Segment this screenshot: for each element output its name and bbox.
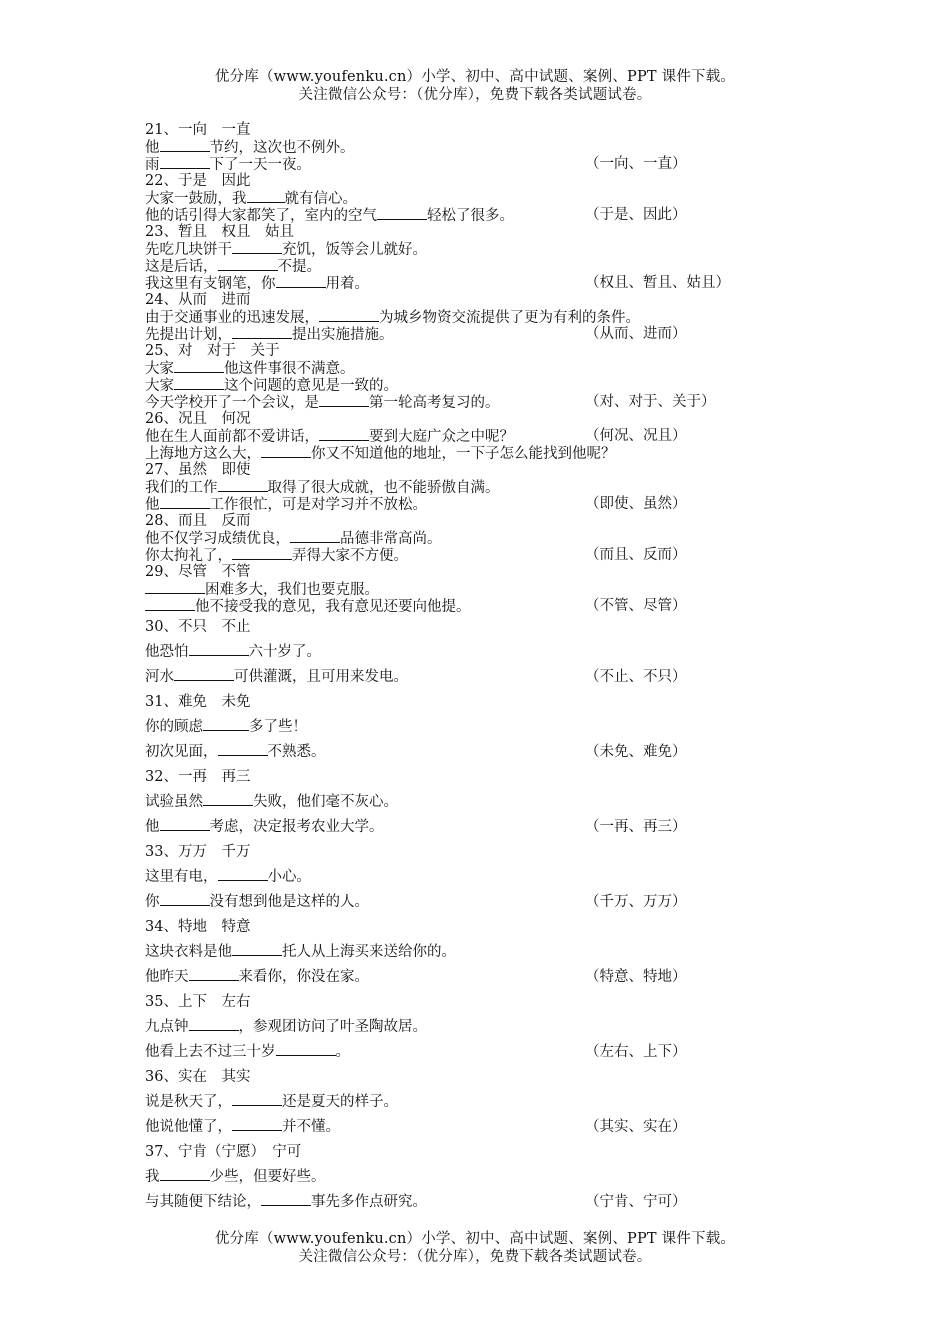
sentence-before: 他: [145, 819, 160, 835]
sentence-after: 并不懂。: [282, 1119, 340, 1135]
sentence-after: 轻松了很多。: [427, 208, 514, 224]
fill-blank[interactable]: [160, 139, 210, 152]
sentence-after: 还是夏天的样子。: [282, 1094, 398, 1110]
sentence-after: 考虑，决定报考农业大学。: [209, 819, 384, 835]
fill-blank[interactable]: [377, 207, 427, 220]
sentence-before: 他说他懂了，: [145, 1119, 232, 1135]
sentence-before: 他看上去不过三十岁: [145, 1044, 276, 1060]
sentence-before: 与其随便下结论，: [145, 1194, 261, 1210]
fill-blank[interactable]: [218, 258, 278, 271]
fill-blank[interactable]: [189, 968, 239, 981]
fill-blank[interactable]: [319, 309, 379, 322]
sentence-before: 试验虽然: [145, 794, 203, 810]
sentence-line: [145, 740, 765, 765]
answer-key: （权且、暂且、姑且）: [585, 275, 730, 291]
sentence-after: 要到大庭广众之中呢？: [369, 429, 514, 445]
sentence-line: [145, 360, 765, 377]
sentence-line: [145, 640, 765, 665]
sentence-after: 困难多大，我们也要克服。: [205, 582, 379, 598]
sentence-before: 你的顾虑: [145, 719, 203, 735]
fill-blank[interactable]: [174, 377, 224, 390]
fill-blank[interactable]: [218, 868, 268, 881]
fill-blank[interactable]: [319, 428, 369, 441]
question-title: 23、暂且 权且 姑且: [145, 224, 294, 240]
sentence-before: 我: [145, 1169, 160, 1185]
sentence-after: 用着。: [325, 276, 369, 292]
sentence-before: 这块衣料是他: [145, 944, 232, 960]
question-title: 21、一向 一直: [145, 122, 251, 138]
sentence-after: 小心。: [267, 869, 311, 885]
fill-blank[interactable]: [232, 547, 292, 560]
fill-blank[interactable]: [276, 1043, 336, 1056]
fill-blank[interactable]: [160, 156, 210, 169]
sentence-line: [145, 1015, 765, 1040]
fill-blank[interactable]: [232, 241, 282, 254]
question-title: 27、虽然 即使: [145, 462, 251, 478]
fill-blank[interactable]: [247, 190, 285, 203]
footer-line-1: 优分库（www.youfenku.cn）小学、初中、高中试题、案例、PPT 课件下载。: [214, 1231, 736, 1247]
sentence-line: [145, 598, 765, 615]
sentence-line: [145, 790, 765, 815]
sentence-after: 来看你，你没在家。: [238, 969, 369, 985]
sentence-after: 。: [335, 1044, 350, 1060]
fill-blank[interactable]: [203, 793, 253, 806]
fill-blank[interactable]: [189, 643, 249, 656]
sentence-before: 上海地方这么大，: [145, 446, 261, 462]
sentence-before: 由于交通事业的迅速发展，: [145, 310, 319, 326]
fill-blank[interactable]: [218, 743, 268, 756]
fill-blank[interactable]: [218, 479, 268, 492]
sentence-after: 他这件事很不满意。: [224, 361, 355, 377]
sentence-after: 失败，他们毫不灰心。: [253, 794, 398, 810]
answer-key: （未免、难免）: [585, 744, 687, 760]
sentence-line: [145, 428, 765, 445]
sentence-line: [145, 326, 765, 343]
sentence-after: 事先多作点研究。: [311, 1194, 427, 1210]
sentence-before: 我们的工作: [145, 480, 218, 496]
sentence-before: 雨: [145, 157, 160, 173]
sentence-line: [145, 1165, 765, 1190]
sentence-after: 弄得大家不方便。: [292, 548, 408, 564]
sentence-line: [145, 581, 765, 598]
sentence-line: [145, 479, 765, 496]
sentence-after: 六十岁了。: [248, 644, 321, 660]
sentence-line: [145, 1040, 765, 1065]
sentence-line: [145, 309, 765, 326]
question-title: 31、难免 未免: [145, 694, 251, 710]
sentence-after: 充饥，饭等会儿就好。: [282, 242, 427, 258]
fill-blank[interactable]: [189, 1018, 239, 1031]
sentence-after: 取得了很大成就，也不能骄傲自满。: [267, 480, 500, 496]
sentence-line: [145, 190, 765, 207]
sentence-before: 他不仅学习成绩优良，: [145, 531, 290, 547]
sentence-before: 他: [145, 140, 160, 156]
sentence-before: 这是后话，: [145, 259, 218, 275]
fill-blank[interactable]: [203, 718, 249, 731]
fill-blank[interactable]: [160, 1168, 210, 1181]
question-title: 32、一再 再三: [145, 769, 251, 785]
sentence-before: 河水: [145, 669, 174, 685]
sentence-before: 先吃几块饼干: [145, 242, 232, 258]
sentence-line: [145, 547, 765, 564]
sentence-after: 他不接受我的意见，我有意见还要向他提。: [195, 599, 471, 615]
sentence-before: 大家: [145, 378, 174, 394]
sentence-line: [145, 139, 765, 156]
header-line-1: 优分库（www.youfenku.cn）小学、初中、高中试题、案例、PPT 课件下载。: [214, 69, 736, 85]
question-title: 36、实在 其实: [145, 1069, 251, 1085]
sentence-line: [145, 815, 765, 840]
sentence-line: [145, 890, 765, 915]
sentence-after: 下了一天一夜。: [209, 157, 311, 173]
sentence-after: 提出实施措施。: [292, 327, 394, 343]
sentence-before: 他昨天: [145, 969, 189, 985]
sentence-line: [145, 715, 765, 740]
sentence-before: 他恐怕: [145, 644, 189, 660]
fill-blank[interactable]: [232, 1093, 282, 1106]
sentence-after: 品德非常高尚。: [340, 531, 442, 547]
sentence-line: [145, 258, 765, 275]
question-title: 24、从而 进而: [145, 292, 251, 308]
fill-blank[interactable]: [160, 818, 210, 831]
sentence-before: 先提出计划，: [145, 327, 232, 343]
fill-blank[interactable]: [160, 496, 210, 509]
sentence-line: [145, 1115, 765, 1140]
question-title: 26、况且 何况: [145, 411, 251, 427]
answer-key: （即使、虽然）: [585, 496, 687, 512]
answer-key: （一向、一直）: [585, 156, 687, 172]
sentence-before: 我这里有支钢笔，你: [145, 276, 276, 292]
sentence-after: 为城乡物资交流提供了更为有利的条件。: [379, 310, 640, 326]
answer-key: （其实、实在）: [585, 1119, 687, 1135]
sentence-line: [145, 207, 765, 224]
answer-key: （于是、因此）: [585, 207, 687, 223]
sentence-line: [145, 156, 765, 173]
question-title: 25、对 对于 关于: [145, 343, 280, 359]
sentence-line: [145, 241, 765, 258]
fill-blank[interactable]: [319, 394, 369, 407]
sentence-before: 这里有电，: [145, 869, 218, 885]
sentence-before: 你太拘礼了，: [145, 548, 232, 564]
sentence-after: 第一轮高考复习的。: [369, 395, 500, 411]
sentence-line: [145, 665, 765, 690]
sentence-line: [145, 530, 765, 547]
fill-blank[interactable]: [276, 275, 326, 288]
sentence-after: 工作很忙，可是对学习并不放松。: [209, 497, 427, 513]
question-title: 37、宁肯（宁愿） 宁可: [145, 1144, 302, 1160]
answer-key: （不止、不只）: [585, 669, 687, 685]
answer-key: （不管、尽管）: [585, 598, 687, 614]
sentence-before: 你: [145, 894, 160, 910]
answer-key: （而且、反而）: [585, 547, 687, 563]
header-line-2: 关注微信公众号：（优分库），免费下载各类试题试卷。: [298, 87, 652, 103]
sentence-line: [145, 965, 765, 990]
question-title: 22、于是 因此: [145, 173, 251, 189]
question-title: 29、尽管 不管: [145, 564, 251, 580]
question-title: 28、而且 反而: [145, 513, 251, 529]
fill-blank[interactable]: [232, 1118, 282, 1131]
question-title: 33、万万 千万: [145, 844, 251, 860]
answer-key: （千万、万万）: [585, 894, 687, 910]
question-title: 30、不只 不止: [145, 619, 251, 635]
fill-blank[interactable]: [261, 1193, 311, 1206]
fill-blank[interactable]: [160, 893, 210, 906]
sentence-after: 不熟悉。: [267, 744, 326, 760]
sentence-before: 大家: [145, 361, 174, 377]
fill-blank[interactable]: [232, 943, 282, 956]
fill-blank[interactable]: [174, 360, 224, 373]
sentence-before: 今天学校开了一个会议，是: [145, 395, 319, 411]
sentence-line: [145, 394, 765, 411]
question-title: 35、上下 左右: [145, 994, 251, 1010]
fill-blank[interactable]: [145, 581, 205, 594]
sentence-after: 你又不知道他的地址，一下子怎么能找到他呢？: [311, 446, 616, 462]
sentence-after: ，参观团访问了叶圣陶故居。: [238, 1019, 427, 1035]
answer-key: （宁肯、宁可）: [585, 1194, 687, 1210]
sentence-after: 少些，但要好些。: [209, 1169, 326, 1185]
fill-blank[interactable]: [174, 668, 234, 681]
sentence-after: 不提。: [277, 259, 321, 275]
sentence-line: [145, 275, 765, 292]
sentence-after: 这个问题的意见是一致的。: [224, 378, 398, 394]
fill-blank[interactable]: [232, 326, 292, 339]
fill-blank[interactable]: [261, 445, 311, 458]
answer-key: （特意、特地）: [585, 969, 687, 985]
sentence-line: [145, 496, 765, 513]
sentence-line: [145, 1190, 765, 1215]
sentence-before: 他: [145, 497, 160, 513]
question-title: 34、特地 特意: [145, 919, 251, 935]
sentence-line: [145, 865, 765, 890]
sentence-line: [145, 1090, 765, 1115]
sentence-before: 说是秋天了，: [145, 1094, 232, 1110]
sentence-after: 托人从上海买来送给你的。: [282, 944, 456, 960]
sentence-after: 多了些！: [249, 719, 307, 735]
sentence-before: 他在生人面前都不爱讲话，: [145, 429, 319, 445]
page-footer: [0, 1230, 950, 1266]
answer-key: （一再、再三）: [585, 819, 687, 835]
exercise-list: [145, 122, 765, 1215]
answer-key: （对、对于、关于）: [585, 394, 716, 410]
sentence-after: 可供灌溉，且可用来发电。: [234, 669, 408, 685]
sentence-before: 九点钟: [145, 1019, 189, 1035]
sentence-line: [145, 940, 765, 965]
sentence-after: 没有想到他是这样的人。: [209, 894, 369, 910]
fill-blank[interactable]: [290, 530, 340, 543]
sentence-before: 初次见面，: [145, 744, 218, 760]
sentence-after: 就有信心。: [284, 191, 357, 207]
footer-line-2: 关注微信公众号：（优分库），免费下载各类试题试卷。: [298, 1249, 652, 1265]
answer-key: （从而、进而）: [585, 326, 687, 342]
sentence-line: [145, 377, 765, 394]
sentence-before: 大家一鼓励，我: [145, 191, 247, 207]
answer-key: （何况、况且）: [585, 428, 687, 444]
page-header: [0, 68, 950, 104]
sentence-before: 他的话引得大家都笑了，室内的空气: [145, 208, 377, 224]
sentence-after: 节约，这次也不例外。: [209, 140, 355, 156]
sentence-line: [145, 445, 765, 462]
fill-blank[interactable]: [145, 598, 195, 611]
answer-key: （左右、上下）: [585, 1044, 687, 1060]
